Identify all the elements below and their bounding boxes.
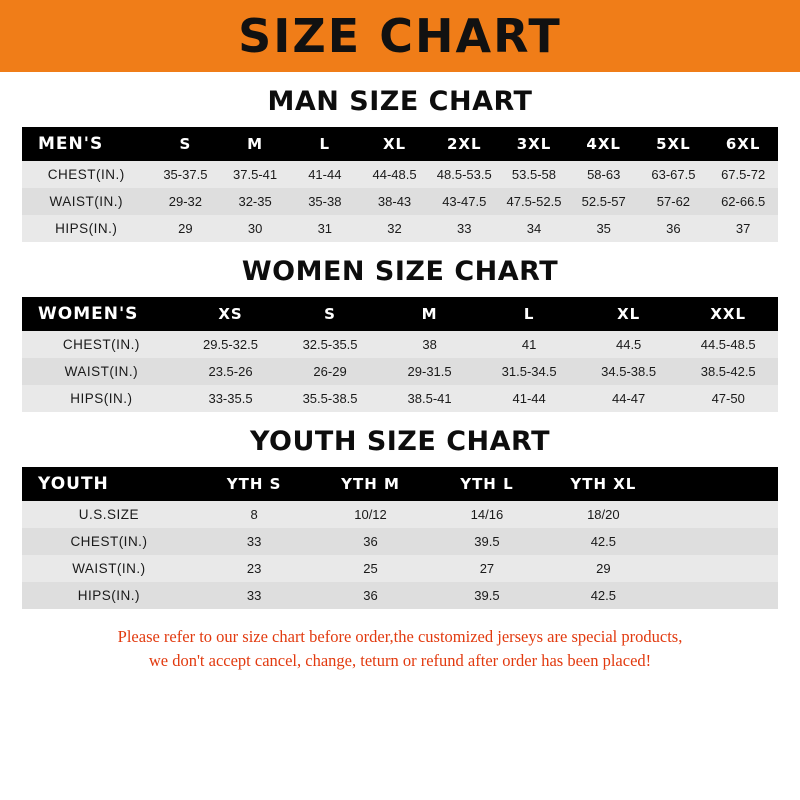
table-row bbox=[22, 188, 778, 215]
man-size-table bbox=[22, 127, 778, 242]
section-title-man: MAN SIZE CHART bbox=[267, 86, 533, 117]
table-cell: 33-35.5 bbox=[181, 385, 281, 412]
table-cell: 8 bbox=[196, 501, 312, 528]
table-cell: 29.5-32.5 bbox=[181, 331, 281, 358]
table-row bbox=[22, 331, 778, 358]
section-title-youth: YOUTH SIZE CHART bbox=[249, 426, 551, 457]
table-cell: 30 bbox=[220, 215, 290, 242]
row-label: WAIST(IN.) bbox=[22, 358, 181, 385]
column-header: M bbox=[220, 127, 290, 161]
row-label: CHEST(IN.) bbox=[22, 331, 181, 358]
column-header: 2XL bbox=[429, 127, 499, 161]
section-women bbox=[22, 256, 778, 412]
table-row bbox=[22, 555, 778, 582]
table-cell: 53.5-58 bbox=[499, 161, 569, 188]
table-cell: 44-47 bbox=[579, 385, 679, 412]
column-header: L bbox=[479, 297, 579, 331]
table-cell: 29-32 bbox=[151, 188, 221, 215]
table-header-row bbox=[22, 297, 778, 331]
table-cell: 18/20 bbox=[545, 501, 661, 528]
table-cell: 26-29 bbox=[280, 358, 380, 385]
table-cell: 23 bbox=[196, 555, 312, 582]
table-cell: 52.5-57 bbox=[569, 188, 639, 215]
youth-size-table bbox=[22, 467, 778, 609]
header-banner bbox=[0, 0, 800, 72]
column-header: S bbox=[280, 297, 380, 331]
table-cell: 35-38 bbox=[290, 188, 360, 215]
table-cell: 44-48.5 bbox=[360, 161, 430, 188]
table-row bbox=[22, 385, 778, 412]
table-cell: 43-47.5 bbox=[429, 188, 499, 215]
column-header: YTH XL bbox=[545, 467, 661, 501]
table-cell: 47.5-52.5 bbox=[499, 188, 569, 215]
column-header: YOUTH bbox=[22, 467, 196, 501]
table-row bbox=[22, 582, 778, 609]
column-header: 5XL bbox=[639, 127, 709, 161]
row-label: HIPS(IN.) bbox=[22, 215, 151, 242]
row-label: CHEST(IN.) bbox=[22, 528, 196, 555]
column-header: XL bbox=[360, 127, 430, 161]
row-label: CHEST(IN.) bbox=[22, 161, 151, 188]
table-cell: 42.5 bbox=[545, 582, 661, 609]
table-cell: 67.5-72 bbox=[708, 161, 778, 188]
footnote bbox=[22, 625, 778, 673]
table-row bbox=[22, 161, 778, 188]
table-cell: 27 bbox=[429, 555, 545, 582]
section-youth bbox=[22, 426, 778, 609]
table-cell: 32-35 bbox=[220, 188, 290, 215]
column-header: WOMEN'S bbox=[22, 297, 181, 331]
table-cell: 42.5 bbox=[545, 528, 661, 555]
content-area bbox=[0, 86, 800, 673]
section-man bbox=[22, 86, 778, 242]
table-cell: 25 bbox=[312, 555, 428, 582]
table-cell bbox=[662, 528, 778, 555]
table-cell bbox=[662, 501, 778, 528]
table-cell: 38.5-41 bbox=[380, 385, 480, 412]
table-cell: 41-44 bbox=[290, 161, 360, 188]
table-cell: 62-66.5 bbox=[708, 188, 778, 215]
women-size-table bbox=[22, 297, 778, 412]
column-header: 6XL bbox=[708, 127, 778, 161]
table-cell: 36 bbox=[312, 528, 428, 555]
table-cell bbox=[662, 582, 778, 609]
row-label: WAIST(IN.) bbox=[22, 188, 151, 215]
table-cell: 35.5-38.5 bbox=[280, 385, 380, 412]
column-header: 3XL bbox=[499, 127, 569, 161]
table-row bbox=[22, 528, 778, 555]
table-cell: 31.5-34.5 bbox=[479, 358, 579, 385]
table-cell: 35 bbox=[569, 215, 639, 242]
section-title-women: WOMEN SIZE CHART bbox=[241, 256, 559, 287]
table-cell: 36 bbox=[312, 582, 428, 609]
table-cell: 37 bbox=[708, 215, 778, 242]
table-cell: 38.5-42.5 bbox=[678, 358, 778, 385]
table-cell: 48.5-53.5 bbox=[429, 161, 499, 188]
table-cell: 44.5 bbox=[579, 331, 679, 358]
table-cell: 39.5 bbox=[429, 582, 545, 609]
table-cell: 33 bbox=[196, 528, 312, 555]
row-label: HIPS(IN.) bbox=[22, 582, 196, 609]
table-cell: 32.5-35.5 bbox=[280, 331, 380, 358]
column-header: M bbox=[380, 297, 480, 331]
column-header: MEN'S bbox=[22, 127, 151, 161]
table-row bbox=[22, 215, 778, 242]
column-header: YTH M bbox=[312, 467, 428, 501]
table-row bbox=[22, 358, 778, 385]
table-header-row bbox=[22, 127, 778, 161]
table-cell bbox=[662, 555, 778, 582]
row-label: U.S.SIZE bbox=[22, 501, 196, 528]
table-row bbox=[22, 501, 778, 528]
footnote-line-1: Please refer to our size chart before order,the customized jerseys are special products, bbox=[117, 627, 683, 646]
column-header bbox=[662, 467, 778, 501]
table-header-row bbox=[22, 467, 778, 501]
table-cell: 31 bbox=[290, 215, 360, 242]
table-cell: 41 bbox=[479, 331, 579, 358]
table-cell: 57-62 bbox=[639, 188, 709, 215]
table-cell: 35-37.5 bbox=[151, 161, 221, 188]
table-cell: 23.5-26 bbox=[181, 358, 281, 385]
table-cell: 29-31.5 bbox=[380, 358, 480, 385]
table-cell: 34.5-38.5 bbox=[579, 358, 679, 385]
column-header: XL bbox=[579, 297, 679, 331]
table-cell: 14/16 bbox=[429, 501, 545, 528]
column-header: S bbox=[151, 127, 221, 161]
footnote-line-2: we don't accept cancel, change, teturn or refund after order has been placed! bbox=[148, 650, 652, 670]
table-cell: 29 bbox=[545, 555, 661, 582]
row-label: HIPS(IN.) bbox=[22, 385, 181, 412]
table-cell: 10/12 bbox=[312, 501, 428, 528]
table-cell: 63-67.5 bbox=[639, 161, 709, 188]
row-label: WAIST(IN.) bbox=[22, 555, 196, 582]
column-header: XXL bbox=[678, 297, 778, 331]
table-cell: 47-50 bbox=[678, 385, 778, 412]
table-cell: 33 bbox=[196, 582, 312, 609]
table-cell: 39.5 bbox=[429, 528, 545, 555]
table-cell: 44.5-48.5 bbox=[678, 331, 778, 358]
column-header: XS bbox=[181, 297, 281, 331]
table-cell: 32 bbox=[360, 215, 430, 242]
column-header: L bbox=[290, 127, 360, 161]
column-header: YTH L bbox=[429, 467, 545, 501]
table-cell: 36 bbox=[639, 215, 709, 242]
table-cell: 33 bbox=[429, 215, 499, 242]
table-cell: 29 bbox=[151, 215, 221, 242]
page-title: SIZE CHART bbox=[238, 9, 562, 63]
column-header: YTH S bbox=[196, 467, 312, 501]
column-header: 4XL bbox=[569, 127, 639, 161]
table-cell: 38-43 bbox=[360, 188, 430, 215]
table-cell: 37.5-41 bbox=[220, 161, 290, 188]
table-cell: 34 bbox=[499, 215, 569, 242]
table-cell: 58-63 bbox=[569, 161, 639, 188]
table-cell: 41-44 bbox=[479, 385, 579, 412]
table-cell: 38 bbox=[380, 331, 480, 358]
